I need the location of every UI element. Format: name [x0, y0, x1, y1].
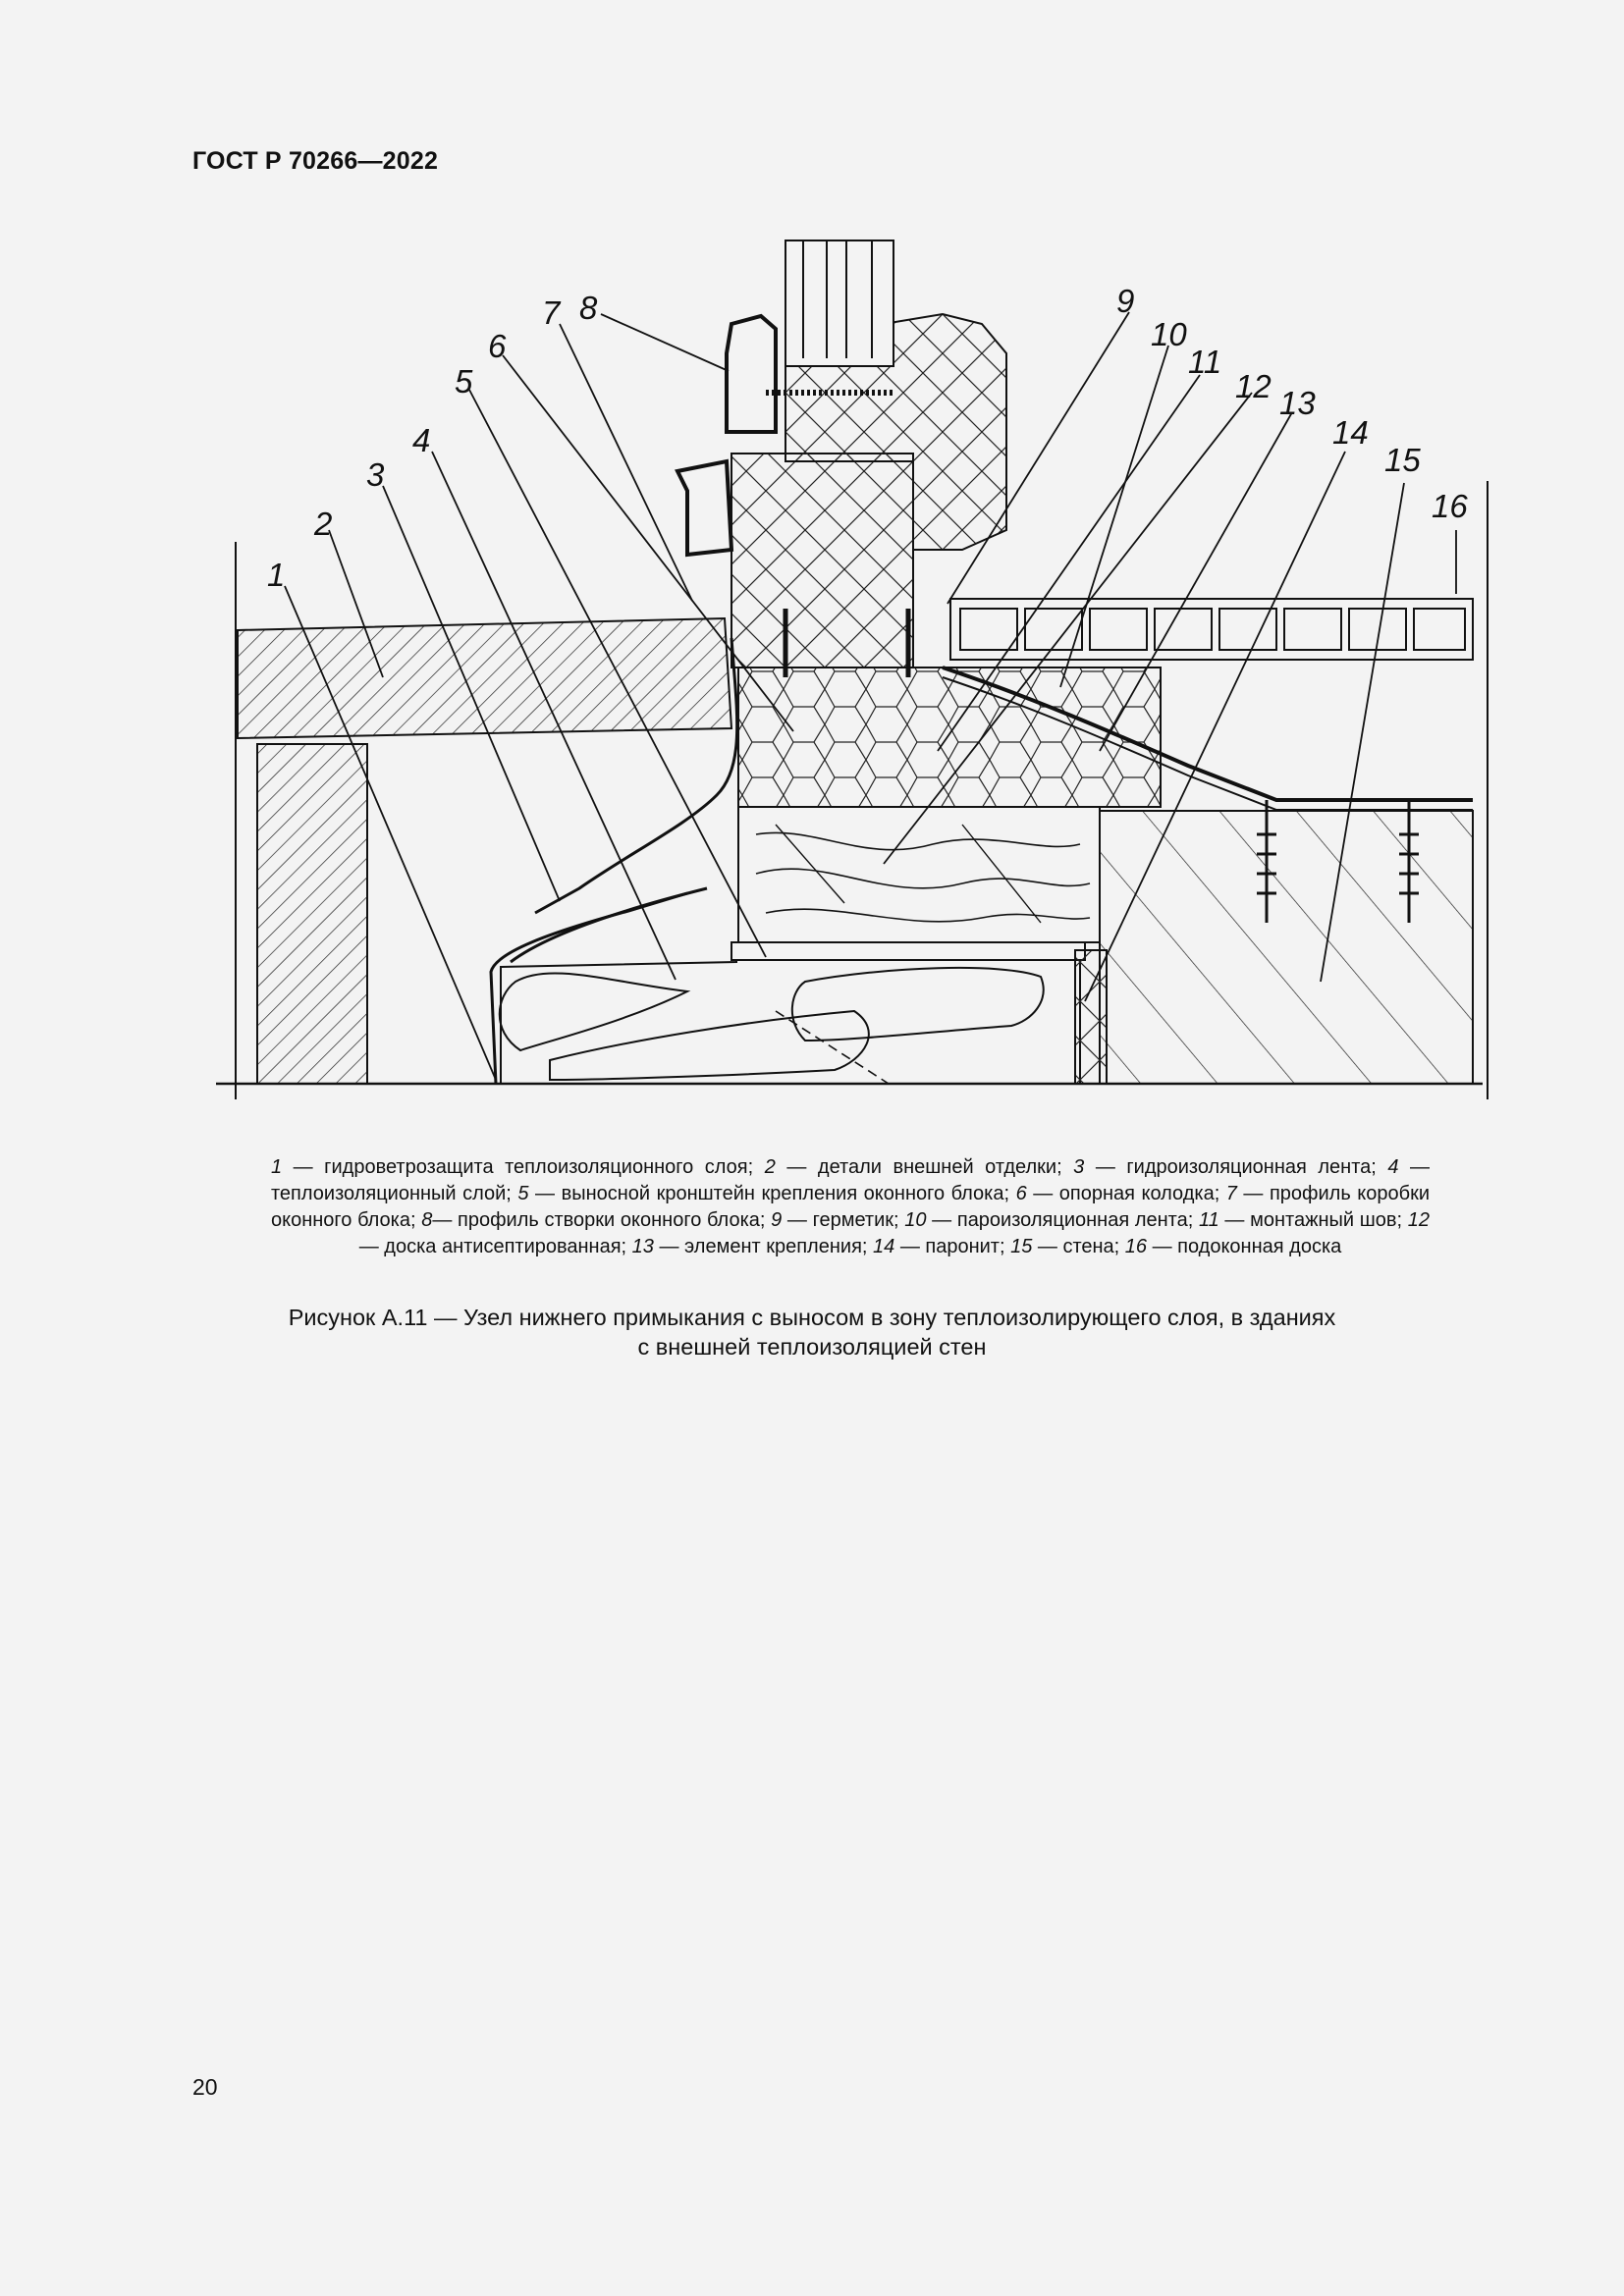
callout-9: 9 — [1116, 283, 1135, 319]
legend-num-11: 11 — [1198, 1209, 1219, 1231]
legend-text-9: — герметик; — [782, 1209, 905, 1231]
legend-text-14: — паронит; — [894, 1236, 1011, 1257]
legend-num-3: 3 — [1073, 1156, 1085, 1178]
legend-num-1: 1 — [271, 1156, 283, 1178]
legend-text-15: — стена; — [1032, 1236, 1125, 1257]
callout-15: 15 — [1384, 442, 1421, 478]
legend-num-16: 16 — [1124, 1236, 1148, 1257]
callout-12: 12 — [1235, 368, 1272, 404]
document-id-header: ГОСТ Р 70266—2022 — [192, 147, 439, 175]
figure-caption — [236, 1303, 1388, 1362]
legend-num-12: 12 — [1407, 1209, 1430, 1231]
legend-num-4: 4 — [1387, 1156, 1399, 1178]
antiseptic-board — [738, 807, 1100, 942]
callout-7: 7 — [542, 294, 561, 331]
legend-num-5: 5 — [517, 1183, 529, 1204]
external-finish-block — [238, 618, 731, 738]
legend-num-8: 8 — [421, 1209, 433, 1231]
legend-text-8: — профиль створки оконного блока; — [432, 1209, 772, 1231]
legend-text-7: — профиль коробки оконного блока; — [271, 1183, 1430, 1231]
callout-5: 5 — [455, 363, 473, 400]
legend-num-13: 13 — [631, 1236, 654, 1257]
callout-14: 14 — [1332, 414, 1369, 451]
callout-10: 10 — [1151, 316, 1187, 352]
callout-11: 11 — [1188, 344, 1222, 380]
legend-text-3: — гидроизоляционная лента; — [1084, 1156, 1388, 1178]
legend-num-10: 10 — [904, 1209, 927, 1231]
legend-num-2: 2 — [764, 1156, 776, 1178]
legend-num-7: 7 — [1225, 1183, 1237, 1204]
legend-text-12: — доска антисептированная; — [358, 1236, 632, 1257]
glass-unit — [785, 240, 893, 366]
legend-text-10: — пароизоляционная лента; — [926, 1209, 1199, 1231]
legend-text-13: — элемент крепления; — [653, 1236, 874, 1257]
callout-2: 2 — [314, 506, 333, 542]
legend-text-11: — монтажный шов; — [1218, 1209, 1408, 1231]
callout-4: 4 — [412, 422, 431, 458]
legend-text-6: — опорная колодка; — [1026, 1183, 1226, 1204]
window-frame-profile — [731, 454, 913, 667]
page-number: 20 — [192, 2074, 218, 2100]
callout-1: 1 — [267, 557, 286, 593]
callout-16: 16 — [1432, 488, 1468, 524]
callout-3: 3 — [366, 456, 385, 493]
legend-text-4: — теплоизоляционный слой; — [271, 1156, 1430, 1204]
legend-text-5: — выносной кронштейн крепления оконного блока; — [528, 1183, 1016, 1204]
legend-text-1: — гидроветрозащита теплоизоляционного слоя; — [282, 1156, 765, 1178]
legend-num-9: 9 — [771, 1209, 783, 1231]
figure-legend — [271, 1154, 1430, 1260]
caption-line-2: с внешней теплоизоляцией стен — [637, 1334, 987, 1360]
wall-column — [257, 744, 367, 1084]
callout-8: 8 — [579, 290, 598, 326]
legend-text-2: — детали внешней отделки; — [775, 1156, 1074, 1178]
legend-text-16: — подоконная доска — [1147, 1236, 1342, 1257]
legend-num-15: 15 — [1010, 1236, 1033, 1257]
callout-6: 6 — [488, 328, 507, 364]
legend-num-6: 6 — [1015, 1183, 1027, 1204]
caption-line-1: Рисунок А.11 — Узел нижнего примыкания с выносом в зону теплоизолирующего слоя, в зданиях — [288, 1305, 1336, 1330]
legend-num-14: 14 — [873, 1236, 895, 1257]
callout-13: 13 — [1279, 385, 1316, 421]
bracket — [731, 942, 1085, 960]
